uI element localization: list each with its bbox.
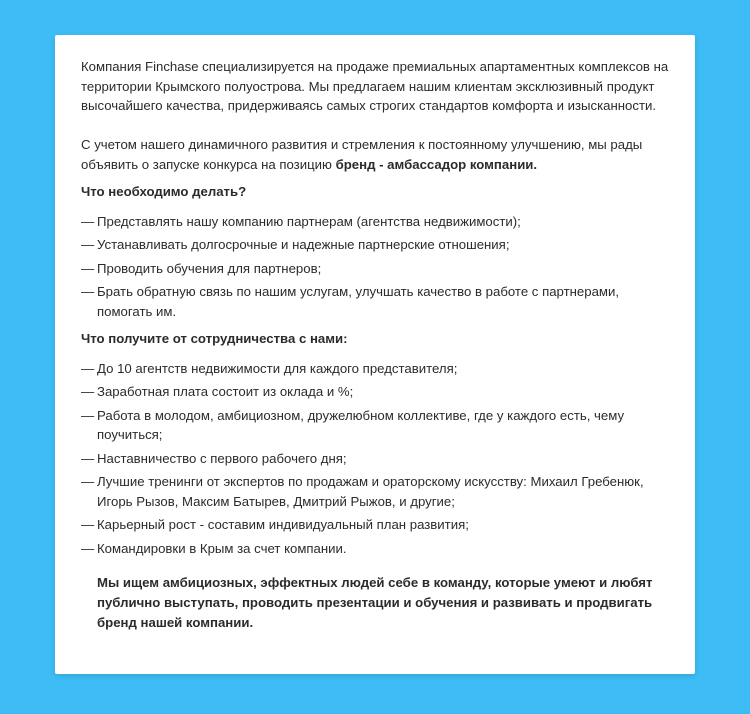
list-item bbox=[81, 449, 669, 469]
dash-bullet: — bbox=[81, 213, 95, 229]
dash-bullet: — bbox=[81, 384, 95, 399]
list-item-text: Командировки в Крым за счет компании. bbox=[97, 540, 347, 556]
list-item bbox=[81, 282, 669, 321]
list-item bbox=[81, 235, 669, 255]
list-item-text: Представлять нашу компанию партнерам (агентства недвижимости); bbox=[97, 213, 521, 229]
dash-bullet: — bbox=[81, 540, 95, 556]
dash-bullet: — bbox=[81, 284, 95, 299]
list-item bbox=[81, 406, 669, 445]
list-item-text: Брать обратную связь по нашим услугам, улучшать качество в работе с партнерами, помогать им. bbox=[97, 284, 620, 319]
list-item-text: Проводить обучения для партнеров; bbox=[97, 260, 322, 276]
duties-list bbox=[81, 212, 669, 322]
dash-bullet: — bbox=[81, 450, 95, 466]
dash-bullet: — bbox=[81, 517, 95, 532]
list-item bbox=[81, 515, 669, 535]
closing-statement: Мы ищем амбициозных, эффектных людей себе в команду, которые умеют и любят публично выступать, проводить презентации и обучения и развивать и продвигать бренд нашей компании. bbox=[97, 575, 653, 630]
position-title: бренд - амбассадор компании. bbox=[335, 156, 538, 172]
benefits-heading: Что получите от сотрудничества с нами: bbox=[81, 331, 348, 346]
dash-bullet: — bbox=[81, 474, 95, 489]
benefits-list bbox=[81, 359, 669, 559]
dash-bullet: — bbox=[81, 237, 95, 252]
list-item bbox=[81, 359, 669, 379]
job-posting-card bbox=[55, 35, 695, 674]
announcement-text: С учетом нашего динамичного развития и стремления к постоянному улучшению, мы рады объявить о запуске конкурса на позицию bbox=[81, 137, 643, 172]
list-item bbox=[81, 259, 669, 279]
dash-bullet: — bbox=[81, 407, 95, 423]
duties-heading: Что необходимо делать? bbox=[81, 184, 247, 199]
list-item-text: До 10 агентств недвижимости для каждого представителя; bbox=[97, 360, 458, 376]
list-item-text: Заработная плата состоит из оклада и %; bbox=[97, 384, 354, 399]
list-item-text: Наставничество с первого рабочего дня; bbox=[97, 450, 347, 466]
dash-bullet: — bbox=[81, 360, 95, 376]
list-item bbox=[81, 212, 669, 232]
dash-bullet: — bbox=[81, 260, 95, 276]
list-item bbox=[81, 539, 669, 559]
list-item bbox=[81, 472, 669, 511]
list-item-text: Работа в молодом, амбициозном, дружелюбном коллективе, где у каждого есть, чему поучиться; bbox=[97, 407, 625, 442]
list-item-text: Устанавливать долгосрочные и надежные партнерские отношения; bbox=[97, 237, 510, 252]
announcement-paragraph bbox=[81, 135, 669, 174]
intro-paragraph: Компания Finchase специализируется на продаже премиальных апартаментных комплексов на территории Крымского полуострова. Мы предлагаем нашим клиентам эксклюзивный продукт высочайшего качества, придерживаясь самых строгих стандартов комфорта и изысканности. bbox=[81, 59, 669, 113]
list-item bbox=[81, 382, 669, 402]
list-item-text: Лучшие тренинги от экспертов по продажам и ораторскому искусству: Михаил Гребенюк, Игорь Рызов, Максим Батырев, Дмитрий Рыжов, и другие; bbox=[97, 474, 644, 509]
list-item-text: Карьерный рост - составим индивидуальный план развития; bbox=[97, 517, 469, 532]
